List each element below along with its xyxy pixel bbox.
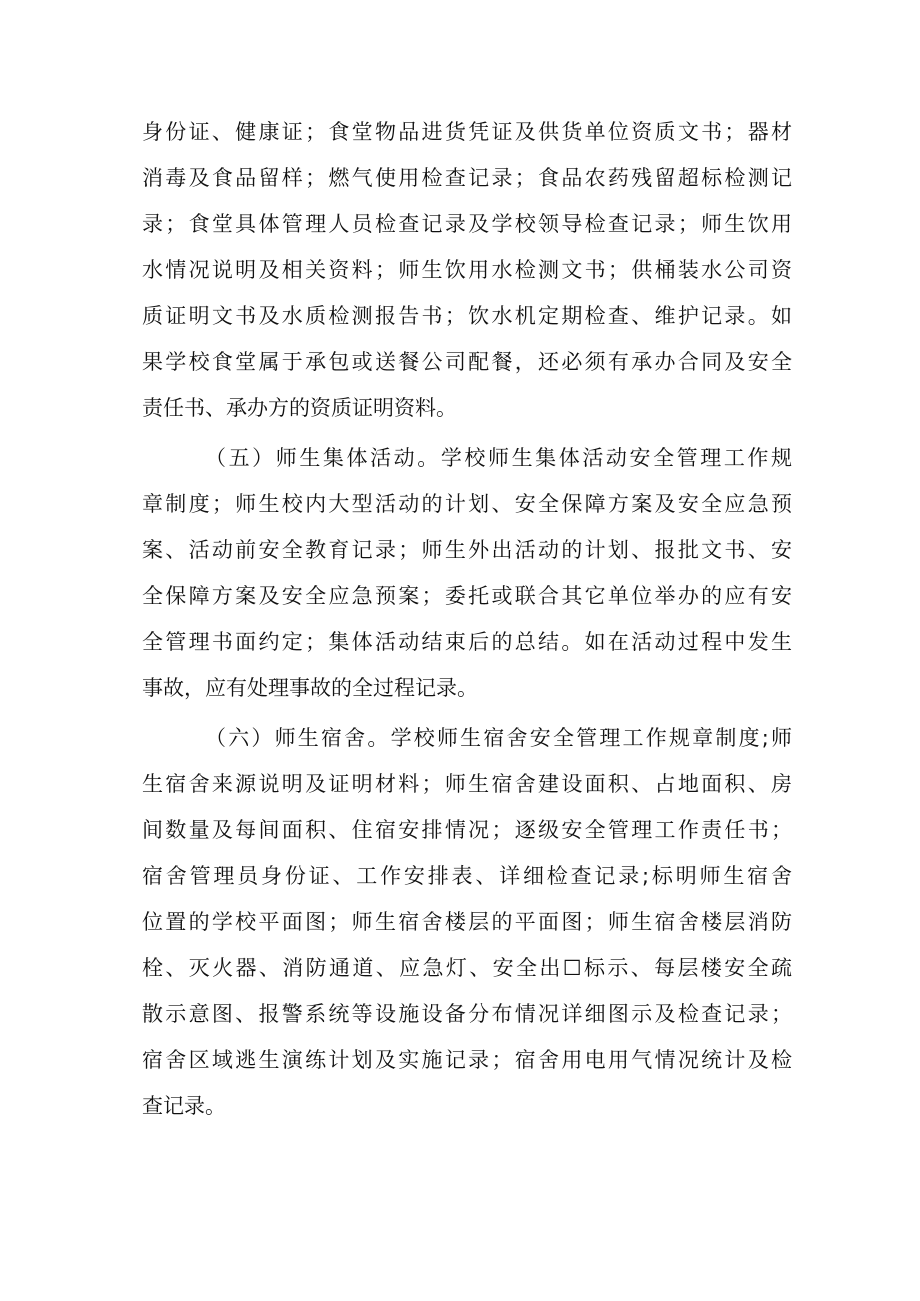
text-line: 消毒及食品留样；燃气使用检查记录；食品农药残留超标检测记 <box>142 166 792 190</box>
text-line: 栓、灭火器、消防通道、应急灯、安全出☐标示、每层楼安全疏 <box>142 956 792 980</box>
document-body <box>142 109 792 1129</box>
text-line: 事故，应有处理事故的全过程记录。 <box>142 676 478 700</box>
paragraph <box>142 435 792 711</box>
text-line: 宿舍管理员身份证、工作安排表、详细检查记录;标明师生宿舍 <box>142 864 792 888</box>
text-line: 录；食堂具体管理人员检查记录及学校领导检查记录；师生饮用 <box>142 212 792 236</box>
text-line: 章制度；师生校内大型活动的计划、安全保障方案及安全应急预 <box>142 492 792 516</box>
text-line: 责任书、承办方的资质证明资料。 <box>142 396 457 420</box>
text-line: 查记录。 <box>142 1094 226 1118</box>
text-line: （五）师生集体活动。学校师生集体活动安全管理工作规 <box>205 446 792 470</box>
text-line: 水情况说明及相关资料；师生饮用水检测文书；供桶装水公司资 <box>142 258 792 282</box>
text-line: 全管理书面约定；集体活动结束后的总结。如在活动过程中发生 <box>142 630 792 654</box>
text-line: 宿舍区域逃生演练计划及实施记录；宿舍用电用气情况统计及检 <box>142 1048 792 1072</box>
text-line: 身份证、健康证；食堂物品进货凭证及供货单位资质文书；器材 <box>142 120 792 144</box>
paragraph <box>142 109 792 431</box>
text-line: 全保障方案及安全应急预案；委托或联合其它单位举办的应有安 <box>142 584 792 608</box>
text-line: （六）师生宿舍。学校师生宿舍安全管理工作规章制度;师 <box>205 726 792 750</box>
text-line: 案、活动前安全教育记录；师生外出活动的计划、报批文书、安 <box>142 538 792 562</box>
text-line: 散示意图、报警系统等设施设备分布情况详细图示及检查记录； <box>142 1002 792 1026</box>
text-line: 生宿舍来源说明及证明材料；师生宿舍建设面积、占地面积、房 <box>142 772 792 796</box>
text-line: 质证明文书及水质检测报告书；饮水机定期检查、维护记录。如 <box>142 304 792 328</box>
paragraph <box>142 715 792 1129</box>
text-line: 位置的学校平面图；师生宿舍楼层的平面图；师生宿舍楼层消防 <box>142 910 792 934</box>
text-line: 果学校食堂属于承包或送餐公司配餐，还必须有承办合同及安全 <box>142 350 792 374</box>
text-line: 间数量及每间面积、住宿安排情况；逐级安全管理工作责任书； <box>142 818 792 842</box>
